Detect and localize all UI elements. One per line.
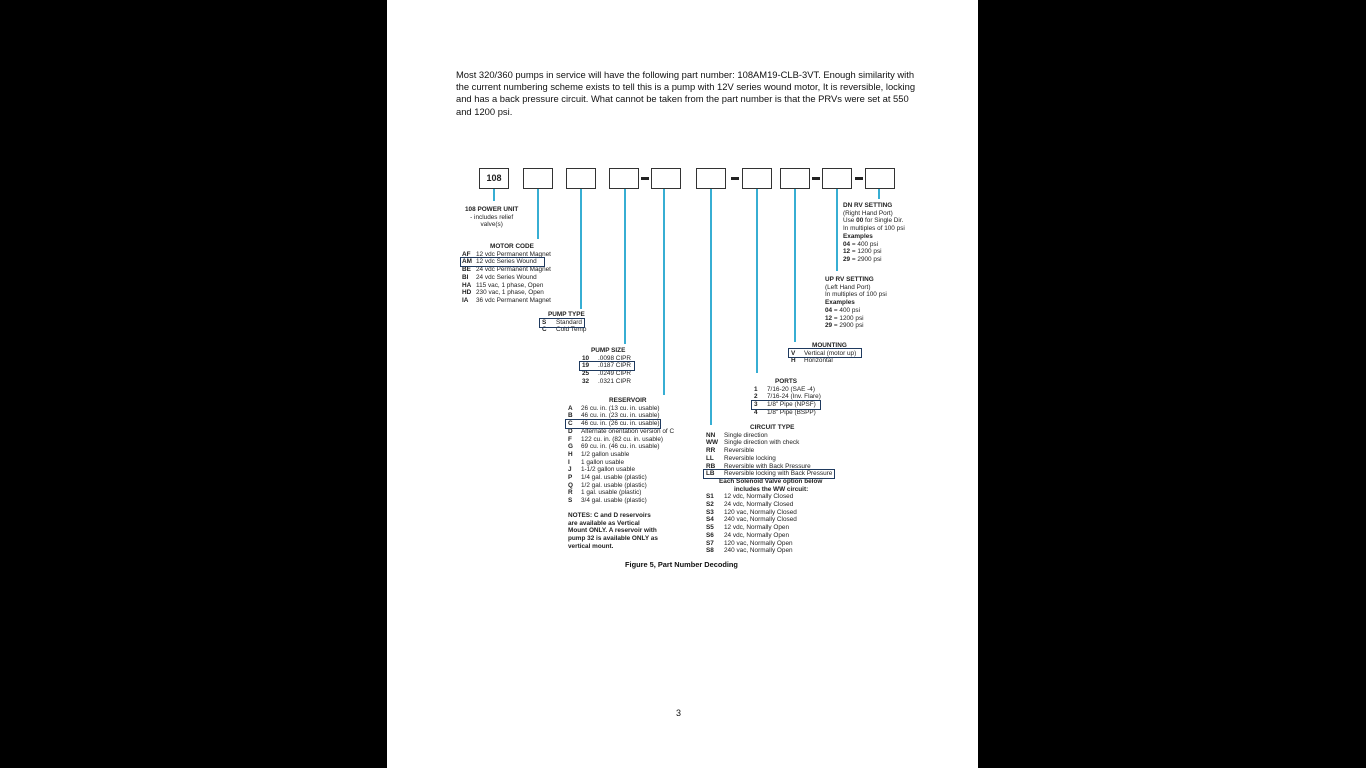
connector-mounting	[794, 189, 796, 342]
box-power-unit-value: 108	[486, 173, 502, 183]
circuit-type-row: RB Reversible with Back Pressure	[706, 462, 811, 470]
circuit-type-block	[706, 424, 832, 555]
solenoid-note: includes the WW circuit:	[734, 485, 809, 493]
ports-row: 4 1/8" Pipe (BSPP)	[754, 408, 816, 416]
dn-rv-example: 04 = 400 psi	[843, 240, 879, 248]
mounting-title: MOUNTING	[812, 342, 847, 349]
connector-motor-code	[537, 189, 539, 239]
connector-circuit-type	[710, 189, 712, 425]
connector-reservoir	[663, 189, 665, 395]
box-reservoir	[651, 168, 681, 189]
box-up-rv	[822, 168, 852, 189]
power-unit-title: 108 POWER UNIT	[465, 206, 519, 213]
pump-type-row: C Cold Temp	[542, 326, 587, 334]
highlight-reservoir-c	[565, 419, 661, 429]
reservoir-row: P 1/4 gal. usable (plastic)	[568, 474, 647, 482]
box-dn-rv	[865, 168, 895, 189]
motor-code-row: BI 24 vdc Series Wound	[462, 273, 537, 281]
box-mounting	[780, 168, 810, 189]
reservoir-row: R 1 gal. usable (plastic)	[568, 489, 642, 497]
connector-pump-size	[624, 189, 626, 344]
power-unit-line: valve(s)	[480, 221, 503, 229]
circuit-type-row: LL Reversible locking	[706, 454, 776, 462]
pump-size-title: PUMP SIZE	[591, 347, 626, 354]
pump-size-row: 25 .0249 CIPR	[582, 370, 632, 378]
solenoid-row: S1 12 vdc, Normally Closed	[706, 493, 794, 501]
reservoir-row: H 1/2 gallon usable	[568, 450, 630, 458]
connector-ports	[756, 189, 758, 373]
reservoir-block	[568, 397, 674, 505]
motor-code-title: MOTOR CODE	[490, 243, 534, 250]
solenoid-row: S8 240 vac, Normally Open	[706, 547, 793, 555]
reservoir-row: A 26 cu. in. (13 cu. in. usable)	[568, 404, 660, 412]
solenoid-note: Each Solenoid Valve option below	[719, 477, 823, 485]
connector-dn-rv	[878, 189, 880, 199]
circuit-type-row: LB Reversible locking with Back Pressure	[706, 470, 833, 478]
motor-code-row: AF 12 vdc Permanent Magnet	[462, 250, 551, 258]
box-ports	[742, 168, 772, 189]
page-number: 3	[676, 708, 682, 718]
power-unit-label	[465, 206, 518, 229]
ports-row: 1 7/16-20 (SAE -4)	[754, 385, 815, 393]
motor-code-block	[462, 243, 551, 305]
solenoid-row: S6 24 vdc, Normally Open	[706, 531, 789, 539]
intro-paragraph: Most 320/360 pumps in service will have the following part number: 108AM19-CLB-3VT. Enough similarity with the current numbering scheme exists to tell this is a pump with 12V series wound motor, It is reversible, locking and has a back pressure circuit. What cannot be taken from the part number is that the PRVs were set at 550 and 1200 psi.	[456, 69, 916, 117]
separator-dash	[731, 177, 739, 180]
circuit-type-row: NN Single direction	[706, 431, 768, 439]
dn-rv-block: DN RV SETTING (Right Hand Port) Use 00 for Single Dir. In multiples of 100 psi Examples 04 = 400 psi 12 = 1200 psi 29 = 2900 psi	[843, 202, 905, 263]
up-rv-title: UP RV SETTING	[825, 276, 874, 283]
circuit-type-row: WW Single direction with check	[706, 439, 800, 447]
box-power-unit	[479, 168, 509, 189]
reservoir-row: D Alternate orientation version of C	[568, 427, 675, 435]
circuit-type-row: RR Reversible	[706, 447, 755, 455]
reservoir-row: I 1 gallon usable	[568, 458, 624, 466]
ports-block	[754, 378, 821, 417]
box-circuit-type	[696, 168, 726, 189]
reservoir-row: F 122 cu. in. (82 cu. in. usable)	[568, 435, 664, 443]
ports-title: PORTS	[775, 378, 798, 385]
motor-code-row: AM 12 vdc Series Wound	[462, 258, 537, 266]
motor-code-row: HA 115 vac, 1 phase, Open	[462, 281, 544, 289]
reservoir-row: G 69 cu. in. (46 cu. in. usable)	[568, 443, 660, 451]
solenoid-row: S3 120 vac, Normally Closed	[706, 508, 797, 516]
connector-up-rv	[836, 189, 838, 271]
motor-code-row: IA 36 vdc Permanent Magnet	[462, 296, 551, 304]
solenoid-row: S2 24 vdc, Normally Closed	[706, 501, 794, 509]
mounting-row: V Vertical (motor up)	[791, 349, 857, 357]
box-pump-type	[566, 168, 596, 189]
circuit-type-title: CIRCUIT TYPE	[750, 424, 795, 431]
connector-pump-type	[580, 189, 582, 309]
dn-rv-example: 12 = 1200 psi	[843, 248, 882, 256]
motor-code-row: HD 230 vac, 1 phase, Open	[462, 289, 544, 297]
reservoir-title: RESERVOIR	[609, 397, 647, 404]
dn-rv-example: 29 = 2900 psi	[843, 255, 882, 263]
separator-dash	[855, 177, 863, 180]
reservoir-row: C 46 cu. in. (26 cu. in. usable)	[568, 420, 660, 428]
connector-power-unit	[493, 189, 495, 201]
pump-type-title: PUMP TYPE	[548, 311, 585, 318]
highlight-mounting-v	[788, 348, 862, 358]
reservoir-row: B 46 cu. in. (23 cu. in. usable)	[568, 412, 660, 420]
solenoid-row: S5 12 vdc, Normally Open	[706, 524, 789, 532]
reservoir-row: Q 1/2 gal. usable (plastic)	[568, 481, 647, 489]
ports-row: 2 7/16-24 (Inv. Flare)	[754, 393, 821, 401]
ports-row: 3 1/8" Pipe (NPSF)	[754, 401, 816, 409]
solenoid-row: S7 120 vac, Normally Open	[706, 539, 793, 547]
figure-caption: Figure 5, Part Number Decoding	[625, 560, 738, 569]
separator-dash	[812, 177, 820, 180]
mounting-row: H Horizontal	[791, 357, 833, 365]
pump-size-row: 19 .0187 CIPR	[582, 362, 632, 370]
dn-rv-title: DN RV SETTING	[843, 202, 893, 209]
box-motor-code	[523, 168, 553, 189]
reservoir-notes: NOTES: C and D reservoirs are available as Vertical Mount ONLY. A reservoir with pump 32 is available ONLY as vertical mount.	[568, 512, 658, 550]
up-rv-block: UP RV SETTING (Left Hand Port) In multiples of 100 psi Examples 04 = 400 psi 12 = 1200 psi 29 = 2900 psi	[825, 276, 887, 330]
separator-dash	[641, 177, 649, 180]
box-pump-size	[609, 168, 639, 189]
pump-size-row: 32 .0321 CIPR	[582, 377, 632, 385]
highlight-pump-size-19	[579, 361, 635, 371]
power-unit-line: - includes relief	[470, 213, 514, 221]
pump-size-row: 10 .0098 CIPR	[582, 354, 632, 362]
up-rv-example: 04 = 400 psi	[825, 306, 861, 314]
highlight-circuit-lb	[703, 469, 835, 479]
up-rv-example: 29 = 2900 psi	[825, 322, 864, 330]
pump-type-row: S Standard	[542, 318, 582, 326]
highlight-ports-3	[751, 400, 821, 410]
reservoir-row: J 1-1/2 gallon usable	[568, 466, 636, 474]
document-page	[387, 0, 978, 768]
highlight-motor-am	[460, 257, 545, 267]
reservoir-row: S 3/4 gal. usable (plastic)	[568, 497, 647, 505]
up-rv-example: 12 = 1200 psi	[825, 314, 864, 322]
highlight-pump-type-s	[539, 318, 585, 328]
motor-code-row: BE 24 vdc Permanent Magnet	[462, 266, 551, 274]
solenoid-row: S4 240 vac, Normally Closed	[706, 516, 797, 524]
